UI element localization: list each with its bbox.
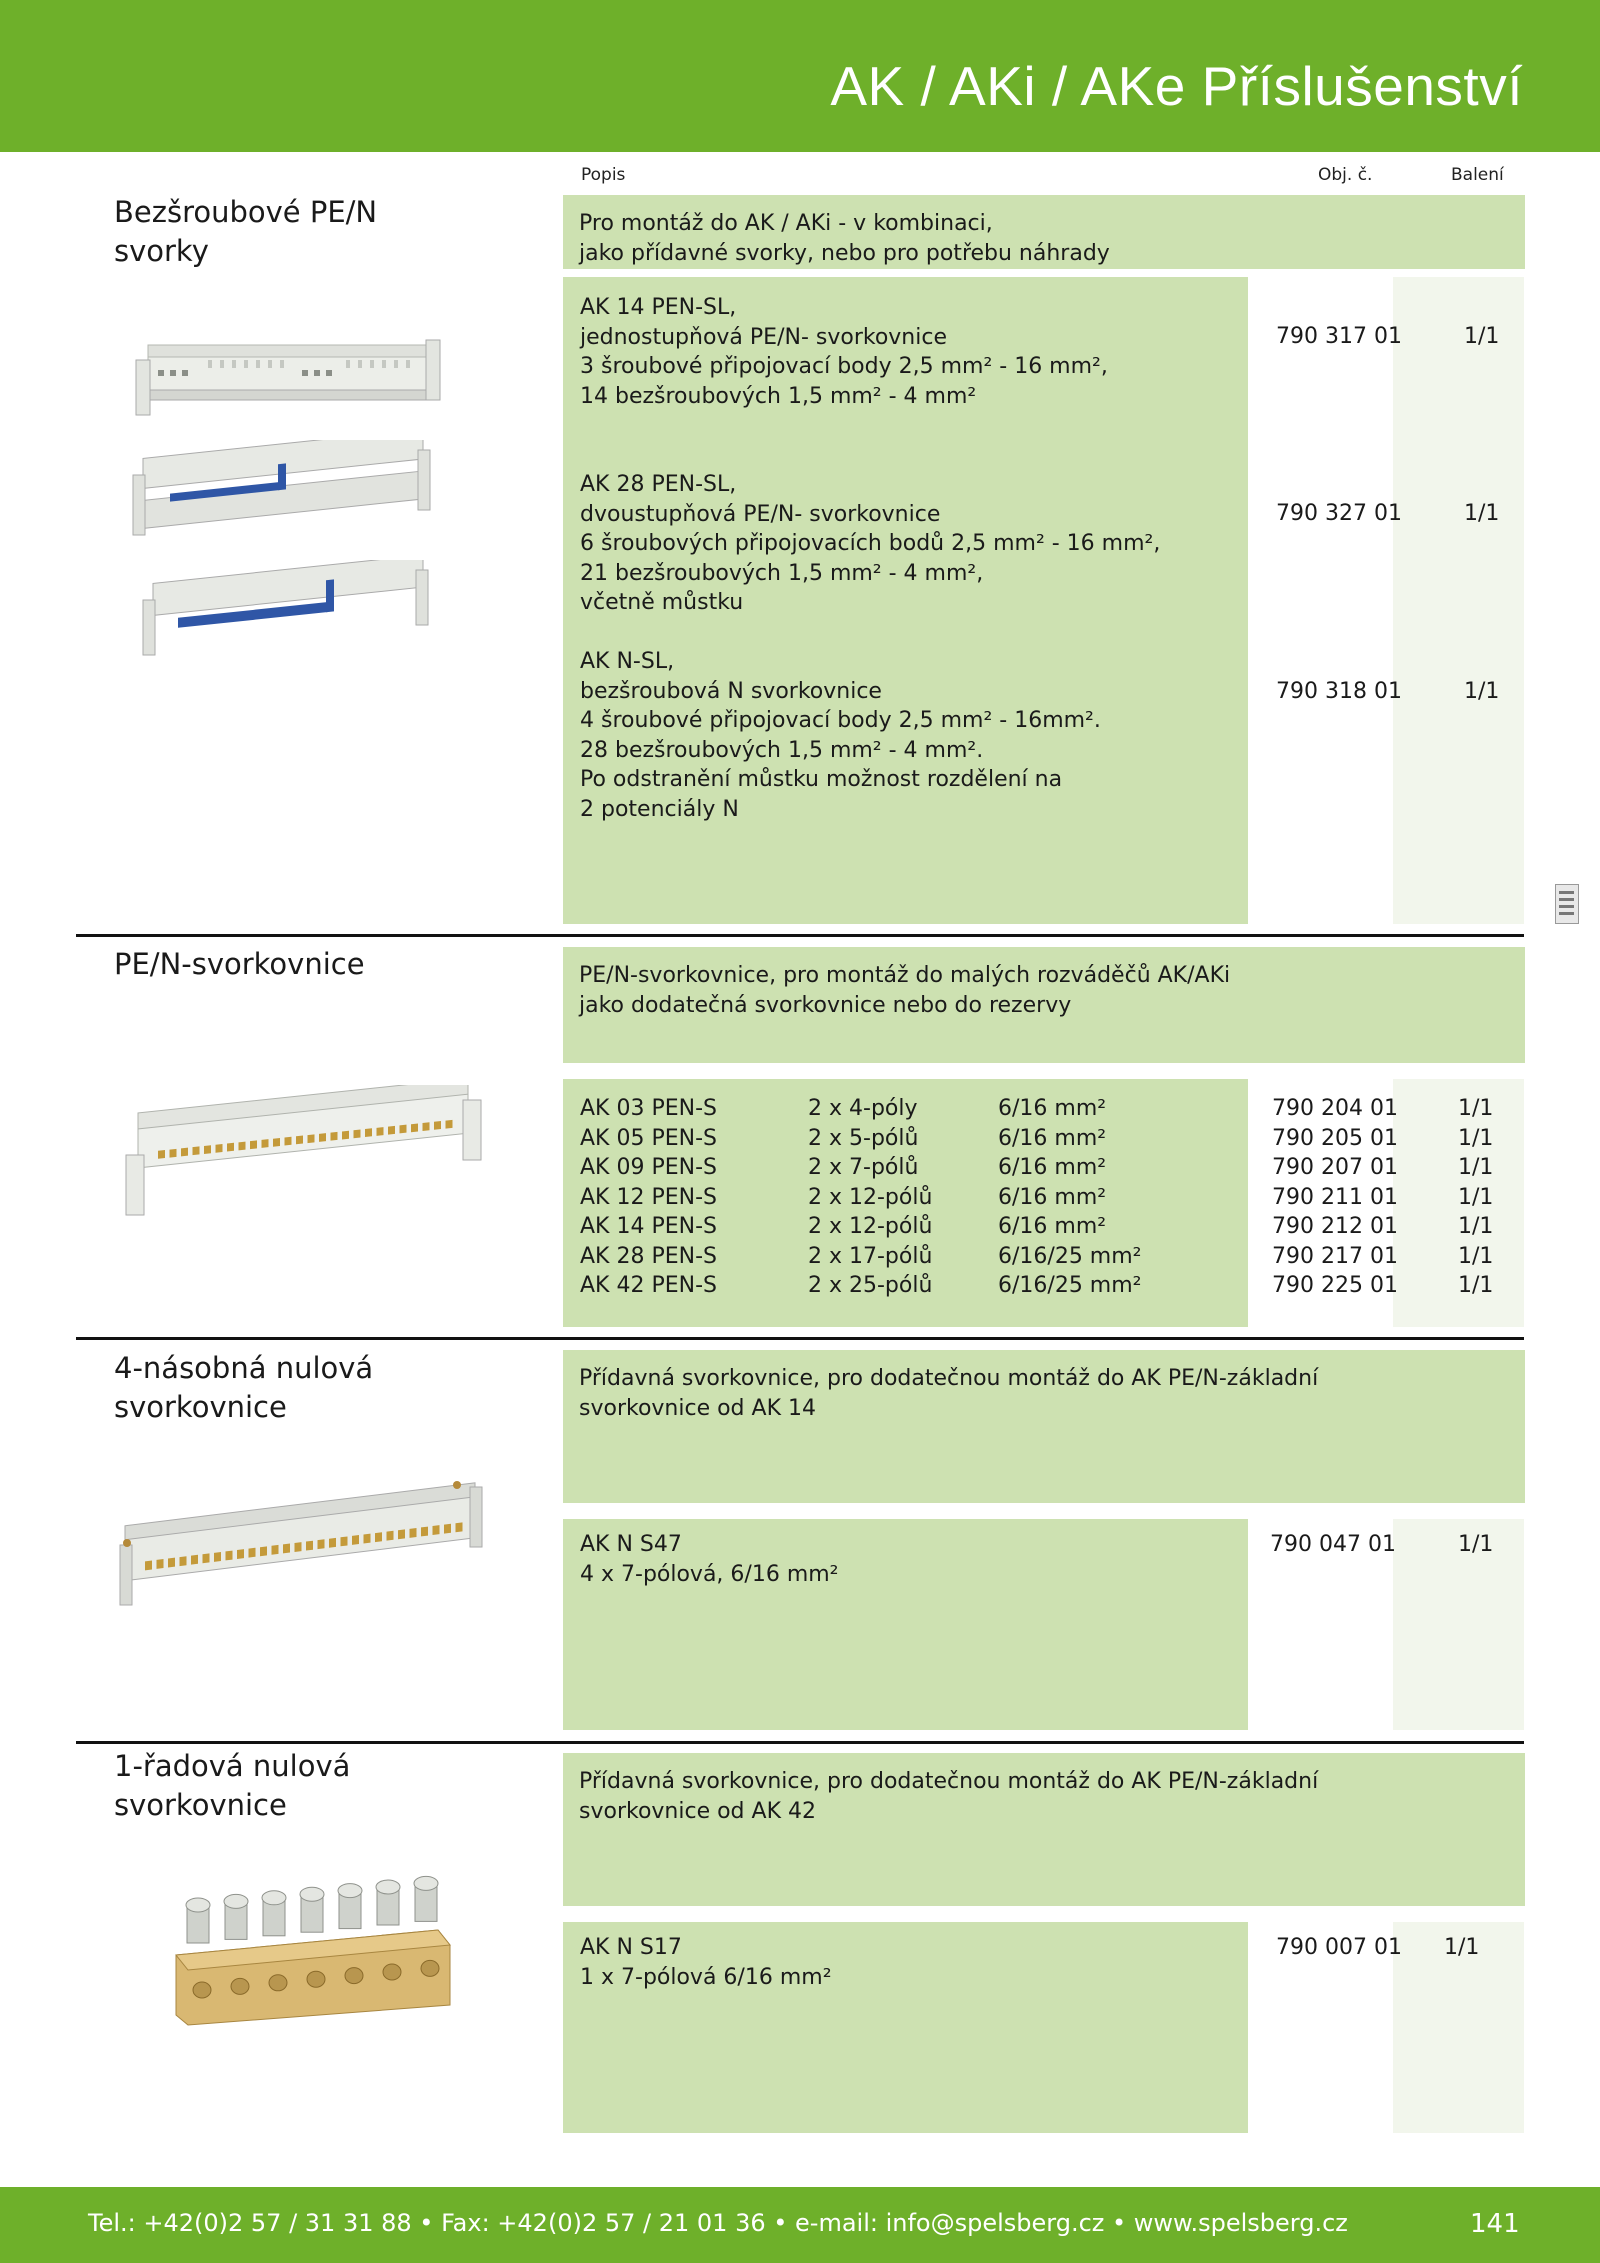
packaging: 1/1 xyxy=(1458,1532,1494,1557)
enclosure-thumbnail-icon xyxy=(1555,884,1579,924)
table-row: AK 12 PEN-S 2 x 12-pólů 6/16 mm² 790 211 01 1/1 xyxy=(580,1184,1494,1210)
section-title-bezsroubove: Bezšroubové PE/N svorky xyxy=(114,195,378,268)
n-terminal-image xyxy=(138,560,438,660)
column-header-obj: Obj. č. xyxy=(1318,165,1373,185)
section-description: Přídavná svorkovnice, pro dodatečnou montáž do AK PE/N-základní svorkovnice od AK 42 xyxy=(563,1753,1525,1906)
order-number: 790 327 01 xyxy=(1276,501,1402,526)
section-divider xyxy=(76,1337,1524,1340)
order-number: 790 007 01 xyxy=(1276,1935,1402,1960)
packaging-column-panel xyxy=(1393,277,1524,924)
page-title: AK / AKi / AKe Příslušenství xyxy=(830,55,1523,117)
two-stage-terminal-image xyxy=(128,440,438,550)
footer-contact: Tel.: +42(0)2 57 / 31 31 88 • Fax: +42(0)2 57 / 21 01 36 • e-mail: info@spelsberg.cz • www.spelsberg.cz xyxy=(88,2209,1348,2237)
section-description: Přídavná svorkovnice, pro dodatečnou montáž do AK PE/N-základní svorkovnice od AK 14 xyxy=(563,1350,1525,1503)
page-footer xyxy=(0,2187,1600,2263)
table-row: AK 09 PEN-S 2 x 7-pólů 6/16 mm² 790 207 01 1/1 xyxy=(580,1155,1494,1180)
packaging: 1/1 xyxy=(1444,1935,1480,1960)
product-ak28-pen-sl: AK 28 PEN-SL, dvoustupňová PE/N- svorkovnice 6 šroubových připojovacích bodů 2,5 mm² - 16 mm², 21 bezšroubových 1,5 mm² - 4 mm², včetně můstku xyxy=(580,472,1161,615)
brass-neutral-bar-image xyxy=(168,1875,458,2035)
packaging: 1/1 xyxy=(1464,679,1500,704)
order-number: 790 047 01 xyxy=(1270,1532,1396,1557)
table-row: AK 03 PEN-S 2 x 4-póly 6/16 mm² 790 204 01 1/1 xyxy=(580,1096,1494,1121)
section-title-1-radova: 1-řadová nulová svorkovnice xyxy=(114,1749,351,1822)
neutral-terminal-4x-image xyxy=(115,1475,485,1615)
section-divider xyxy=(76,1741,1524,1744)
table-row: AK 28 PEN-S 2 x 17-pólů 6/16/25 mm² 790 217 01 1/1 xyxy=(580,1243,1494,1269)
section-description: PE/N-svorkovnice, pro montáž do malých rozváděčů AK/AKi jako dodatečná svorkovnice nebo do rezervy xyxy=(563,947,1525,1063)
order-number: 790 318 01 xyxy=(1276,679,1402,704)
page-number: 141 xyxy=(1470,2209,1520,2239)
section-divider xyxy=(76,934,1524,937)
table-row: AK 42 PEN-S 2 x 25-pólů 6/16/25 mm² 790 225 01 1/1 xyxy=(580,1273,1494,1298)
terminal-strip-image xyxy=(128,330,448,440)
product-ak-n-s17: AK N S17 1 x 7-pólová 6/16 mm² xyxy=(580,1935,832,1990)
page-header xyxy=(0,0,1600,152)
pen-terminal-strip-image xyxy=(118,1085,498,1225)
table-row: AK 05 PEN-S 2 x 5-pólů 6/16 mm² 790 205 01 1/1 xyxy=(580,1125,1494,1151)
product-ak-n-s47: AK N S47 4 x 7-pólová, 6/16 mm² xyxy=(580,1532,839,1587)
section-title-4-nasobna: 4-násobná nulová svorkovnice xyxy=(114,1351,374,1424)
section-description: Pro montáž do AK / AKi - v kombinaci, jako přídavné svorky, nebo pro potřebu náhrady xyxy=(563,195,1525,269)
column-header-popis: Popis xyxy=(581,165,626,185)
packaging: 1/1 xyxy=(1464,324,1500,349)
product-ak14-pen-sl: AK 14 PEN-SL, jednostupňová PE/N- svorkovnice 3 šroubové připojovací body 2,5 mm² - 16 mm², 14 bezšroubových 1,5 mm² - 4 mm² xyxy=(580,295,1108,409)
order-number: 790 317 01 xyxy=(1276,324,1402,349)
packaging: 1/1 xyxy=(1464,501,1500,526)
table-row: AK 14 PEN-S 2 x 12-pólů 6/16 mm² 790 212 01 1/1 xyxy=(580,1214,1494,1239)
product-ak-n-sl: AK N-SL, bezšroubová N svorkovnice 4 šroubové připojovací body 2,5 mm² - 16mm². 28 bezšroubových 1,5 mm² - 4 mm². Po odstranění můstku možnost rozdělení na 2 potenciály N xyxy=(580,649,1101,822)
column-header-baleni: Balení xyxy=(1451,165,1504,185)
section-title-pen-svorkovnice: PE/N-svorkovnice xyxy=(114,947,365,981)
